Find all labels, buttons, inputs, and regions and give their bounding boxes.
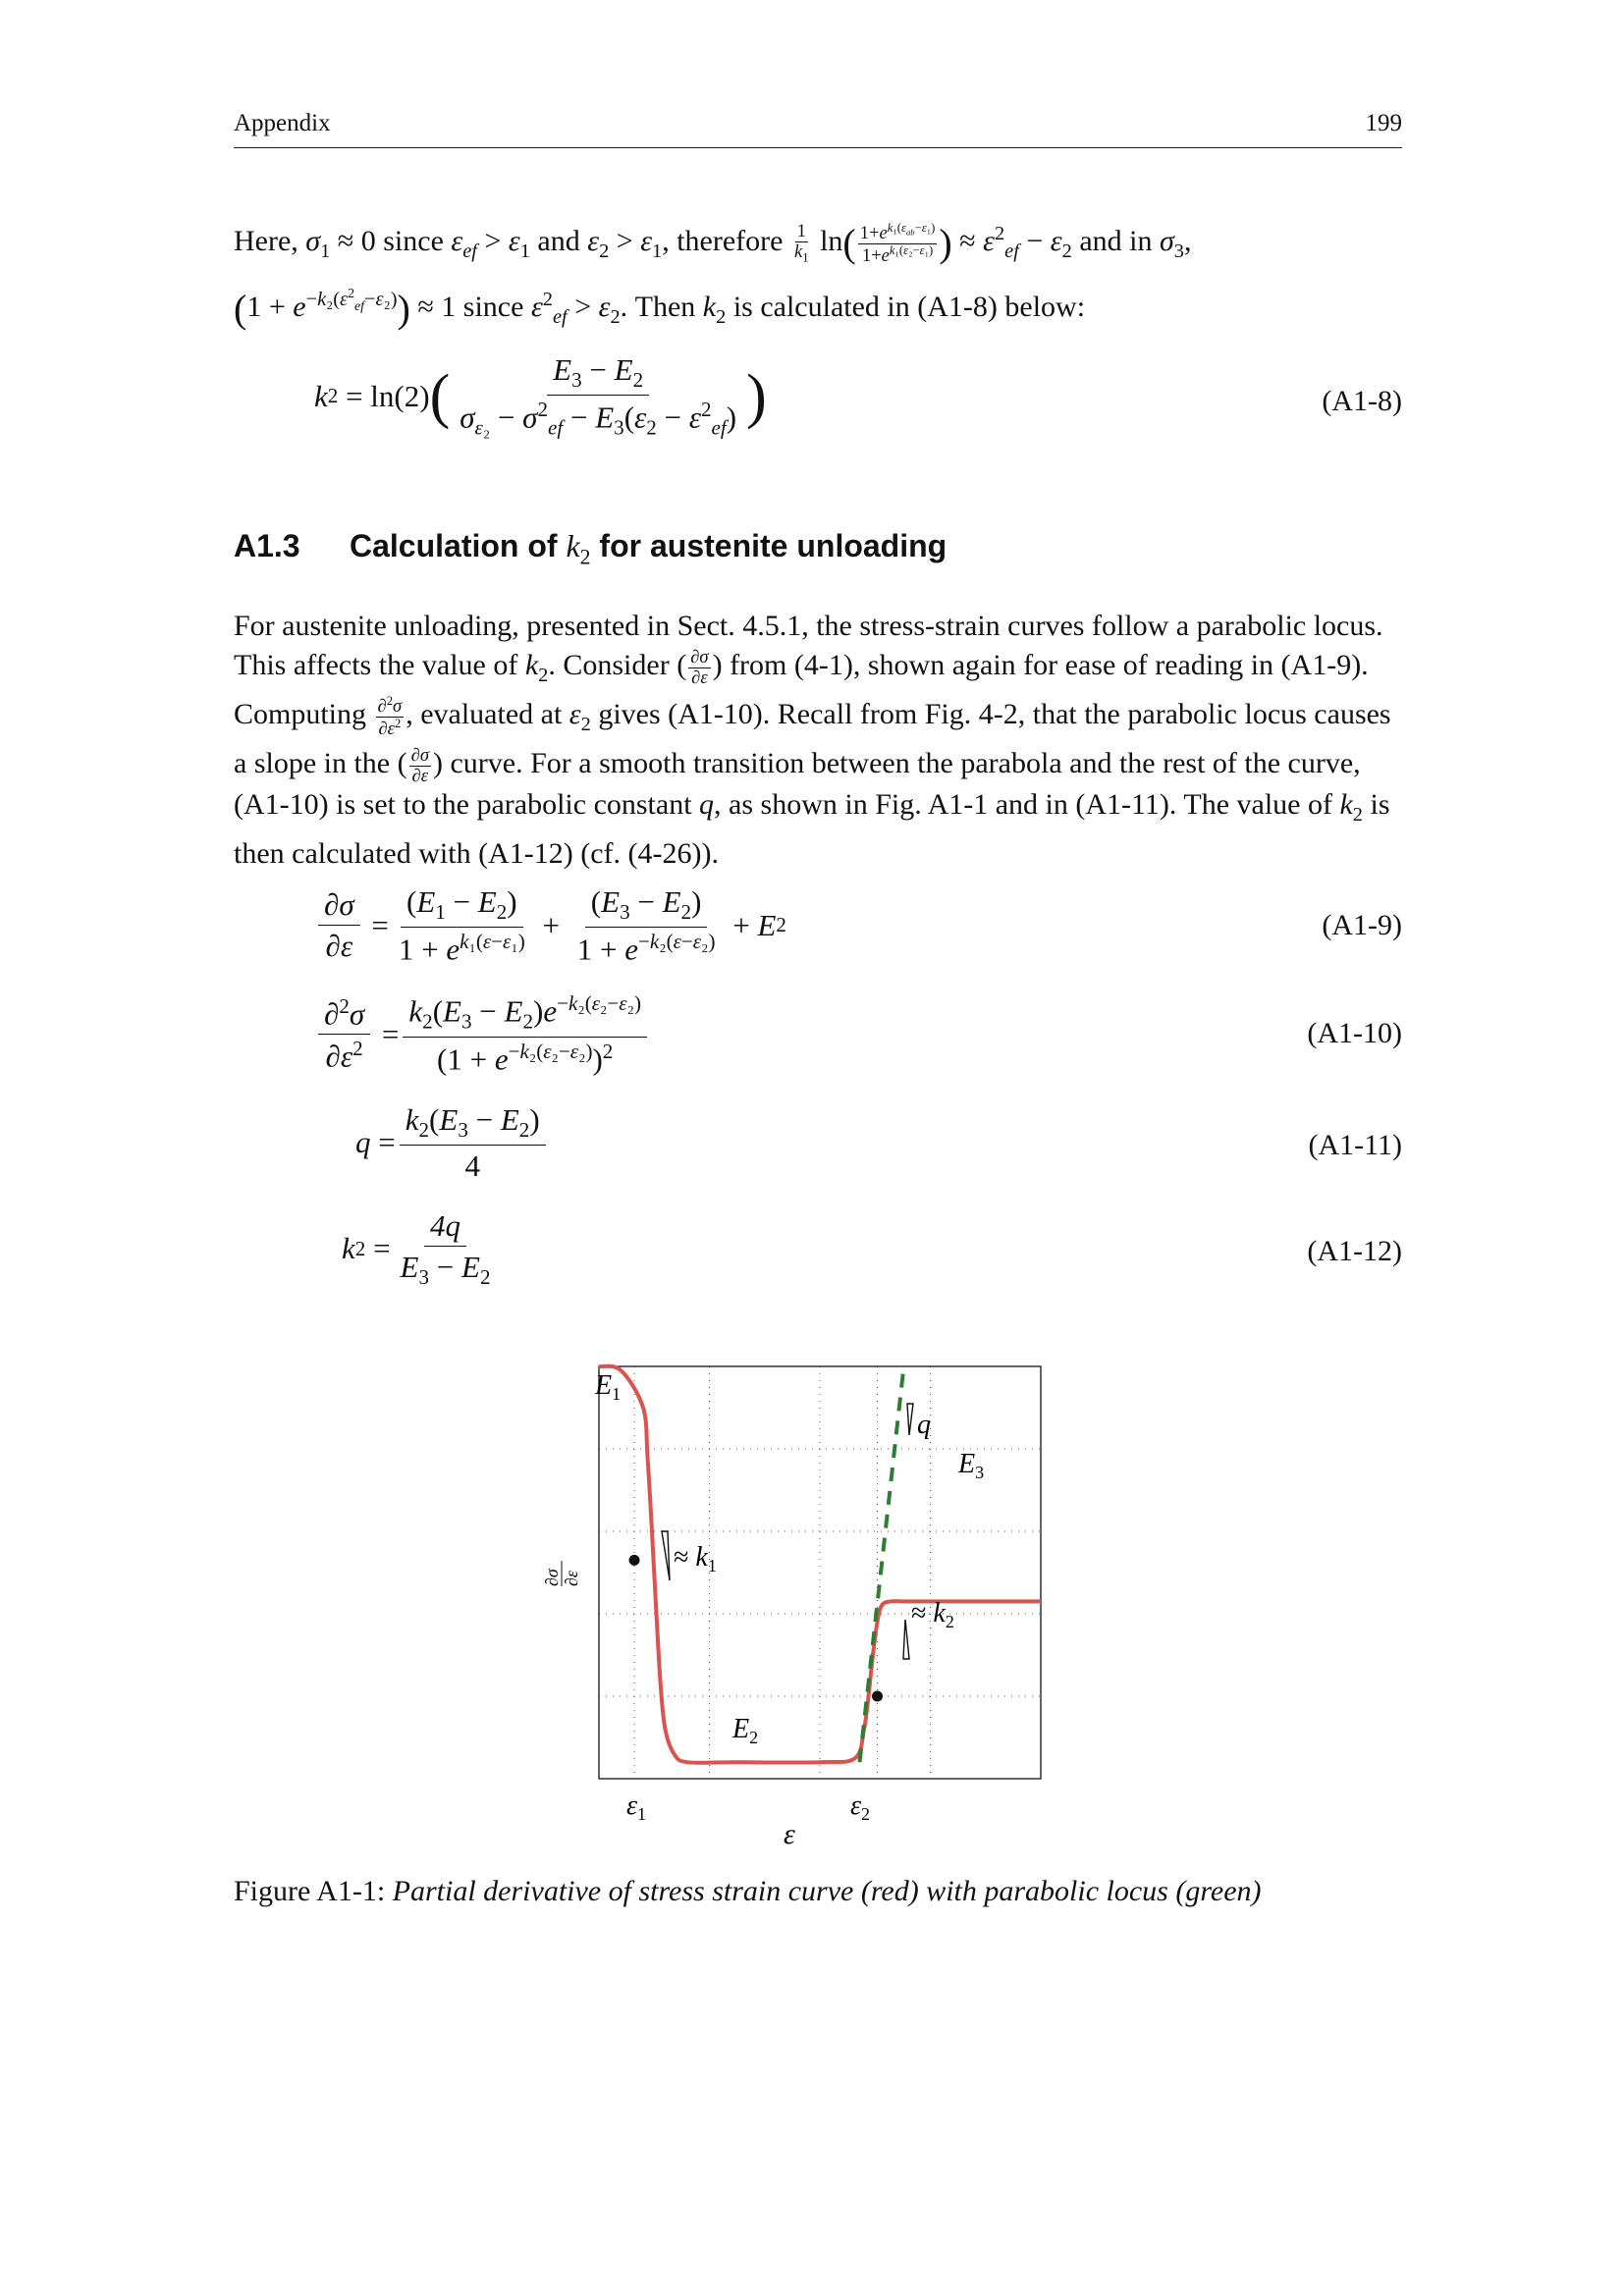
series-line-green [860,1366,904,1762]
x-axis-label: ε [784,1818,795,1850]
equation-a1-10: $\frac{\partial^2\sigma}{\partial\varepsilon^2}$ = $\frac{k_2(E_3 - E_2)e^{-k_2(\varepsilon_2-\varepsilon_2)}}{(1 + e^{-k_2(\varepsilon_2-\varepsilon_2)})^2}$ [314,991,651,1077]
equation-number-a1-12: (A1-12) [1307,1235,1402,1267]
label-k2: ≈ $k_2$ [911,1598,954,1631]
y-axis-label [542,1561,581,1586]
inflection-point-1 [629,1555,640,1566]
equation-a1-12: k 2 = $\frac{4q}{E_3 - E_2}$ [342,1208,491,1290]
equation-a1-9: $\frac{\partial\sigma}{\partial\varepsilon}$ = $\frac{(E_1 - E_2)}{1 + e^{k_1(\varepsilon-\varepsilon_1)}}$ + $\frac{(E_3 - E_2)}{1 + e^{-k_2(\varepsilon-\varepsilon_2)}}$ + E 2 [314,883,786,968]
equation-a1-8: k 2 = ln(2) ( $\frac{E_3 - E_2}{\sigma_{\varepsilon_2} - \sigma^2_{ef} - E_3(\varepsilon_2 - \varepsilon^2_{ef})}$ ) [314,352,767,440]
equation-number-a1-8: (A1-8) [1322,385,1402,417]
intro-paragraph: Here, $\sigma_1 \approx 0$ since $\varepsilon_{ef} > \varepsilon_1$ and $\varepsilon_2 > \varepsilon_1$, therefore $\frac{1}{k_1}$ ln( $\frac{1+e^{k_1(\varepsilon_{ab}-\varepsilon_1)}}{1+e^{k_1(\varepsilon_2-\varepsilon_1)}}$ ) ≈ $\varepsilon^2_{ef} - \varepsilon_2$ and in $\sigma_3$, $(1 + e^{-k_2(\varepsilon^2_{ef}-\varepsilon_2)}) \approx 1$ since $\varepsilon^2_{ef} > \varepsilon_2$. Then $k_2$ is calculated in (A1-8) below: [234,220,1192,331]
tick-label-eps2: $\varepsilon_2$ [850,1790,871,1824]
body-paragraph: For austenite unloading, presented in Sect. 4.5.1, the stress-strain curves follow a parabolic locus. This affects the value of $k_2$. Consider ( $\frac{\partial\sigma}{\partial\varepsilon}$ ) from (4-1), shown again for ease of reading in (A1-9). Computing $\frac{\partial^2\sigma}{\partial\varepsilon^2}$ , evaluated at $\varepsilon_2$ gives (A1-10). Recall from Fig. 4-2, that the parabolic locus causes a slope in the ( $\frac{\partial\sigma}{\partial\varepsilon}$ ) curve. For a smooth transition between the parabola and the rest of the curve, (A1-10) is set to the parabolic constant q, as shown in Fig. A1-1 and in (A1-11). The value of $k_2$ is then calculated with (A1-12) (cf. (4-26)). [234,610,1391,871]
running-header: Appendix [234,110,331,136]
label-q: q [917,1410,931,1440]
svg-text:∂σ: ∂σ [542,1569,562,1586]
equation-number-a1-11: (A1-11) [1308,1129,1402,1161]
figure-a1-1 [530,1345,1060,1855]
equation-number-a1-10: (A1-10) [1307,1017,1402,1049]
slope-triangle-k2 [903,1620,909,1659]
tick-label-eps1: $\varepsilon_1$ [626,1790,647,1824]
svg-text:∂ε: ∂ε [562,1571,581,1586]
equation-number-a1-9: (A1-9) [1322,909,1402,941]
slope-triangle-k1 [662,1531,670,1580]
label-e2: $E_2$ [732,1714,759,1747]
section-heading: A1.3 Calculation of $k_2$ for austenite unloading [234,528,947,569]
equation-a1-11: q = $\frac{k_2(E_3 - E_2)}{4}$ [355,1101,550,1185]
label-k1: ≈ $k_1$ [674,1542,717,1575]
page-number: 199 [1365,110,1402,136]
figure-caption: Figure A1-1: Partial derivative of stress strain curve (red) with parabolic locus (green) [234,1875,1262,1907]
inflection-point-2 [872,1691,883,1702]
header-rule [234,147,1402,148]
label-e1: $E_1$ [595,1370,622,1404]
slope-triangle-q [907,1404,913,1435]
label-e3: $E_3$ [958,1449,985,1482]
